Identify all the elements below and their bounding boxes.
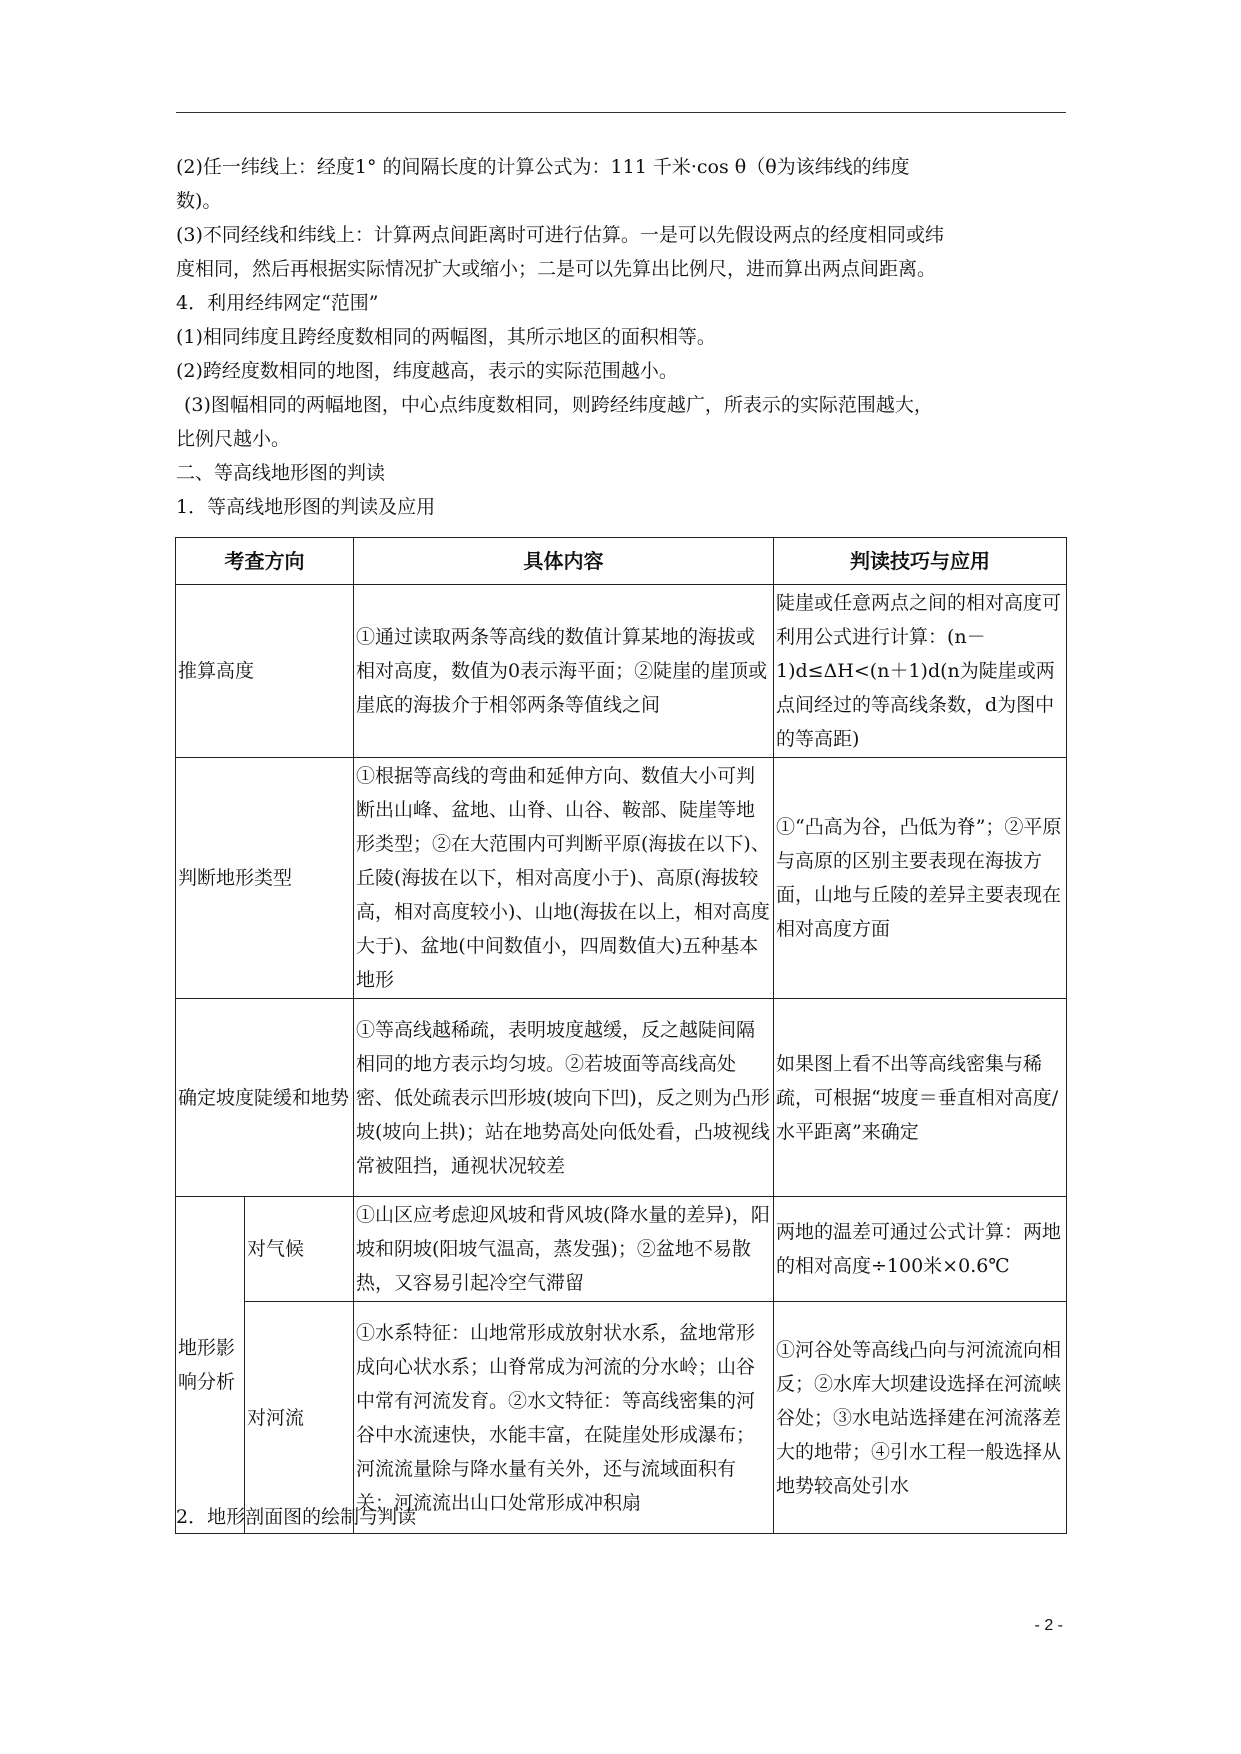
header-direction: 考查方向 — [176, 538, 354, 585]
table-row — [176, 758, 1067, 999]
table-row — [176, 999, 1067, 1197]
paragraph-r1: (1)相同纬度且跨经度数相同的两幅图，其所示地区的面积相等。 — [176, 326, 716, 348]
row-content: ①水系特征：山地常形成放射状水系，盆地常形成向心状水系；山脊常成为河流的分水岭；山谷中常有河流发育。②水文特征：等高线密集的河谷中水流速快，水能丰富，在陡崖处形成瀑布；河流流量除与降水量有关外，还与流域面积有关；河流流出山口处常形成冲积扇 — [354, 1302, 774, 1534]
paragraph-r3-line2: 比例尺越小。 — [176, 428, 291, 450]
table-row — [176, 1302, 1067, 1534]
paragraph-p2-line1: (2)任一纬线上：经度1° 的间隔长度的计算公式为：111 千米·cos θ（θ为该纬线的纬度 — [176, 156, 910, 178]
paragraph-r3-line1: (3)图幅相同的两幅地图，中心点纬度数相同，则跨经纬度越广，所表示的实际范围越大， — [184, 394, 933, 416]
row-content: ①根据等高线的弯曲和延伸方向、数值大小可判断出山峰、盆地、山脊、山谷、鞍部、陡崖等地形类型；②在大范围内可判断平原(海拔在以下)、丘陵(海拔在以下，相对高度小于)、高原(海拔较高，相对高度较小)、山地(海拔在以上，相对高度大于)、盆地(中间数值小，四周数值大)五种基本地形 — [354, 758, 774, 999]
header-rule — [176, 112, 1066, 113]
row-group-label: 地形影响分析 — [176, 1197, 245, 1534]
subheading-2: 2．地形剖面图的绘制与判读 — [176, 1506, 417, 1528]
section-heading-2: 二、等高线地形图的判读 — [176, 462, 386, 484]
table-header-row — [176, 538, 1067, 585]
text-block-top — [176, 150, 1066, 524]
header-tips: 判读技巧与应用 — [774, 538, 1067, 585]
row-content: ①山区应考虑迎风坡和背风坡(降水量的差异)，阳坡和阴坡(阳坡气温高，蒸发强)；②盆地不易散热，又容易引起冷空气滞留 — [354, 1197, 774, 1302]
page-number: - 2 - — [1034, 1617, 1063, 1634]
row-direction: 判断地形类型 — [176, 758, 354, 999]
row-tips: ①“凸高为谷，凸低为脊”；②平原与高原的区别主要表现在海拔方面，山地与丘陵的差异主要表现在相对高度方面 — [774, 758, 1067, 999]
row-content: ①通过读取两条等高线的数值计算某地的海拔或相对高度，数值为0表示海平面；②陡崖的崖顶或崖底的海拔介于相邻两条等值线之间 — [354, 585, 774, 758]
row-subdirection: 对河流 — [245, 1302, 354, 1534]
heading-4: 4．利用经纬网定“范围” — [176, 292, 379, 314]
row-content: ①等高线越稀疏，表明坡度越缓，反之越陡间隔相同的地方表示均匀坡。②若坡面等高线高处密、低处疏表示凹形坡(坡向下凹)，反之则为凸形坡(坡向上拱)；站在地势高处向低处看，凸坡视线常被阻挡，通视状况较差 — [354, 999, 774, 1197]
row-subdirection: 对气候 — [245, 1197, 354, 1302]
row-direction: 推算高度 — [176, 585, 354, 758]
topographic-map-table — [175, 537, 1067, 1534]
paragraph-p2-line2: 数)。 — [176, 190, 222, 212]
row-tips: 如果图上看不出等高线密集与稀疏，可根据“坡度＝垂直相对高度/水平距离”来确定 — [774, 999, 1067, 1197]
table-row — [176, 585, 1067, 758]
row-tips: 陡崖或任意两点之间的相对高度可利用公式进行计算：(n－1)d≤ΔH<(n＋1)d(n为陡崖或两点间经过的等高线条数，d为图中的等高距) — [774, 585, 1067, 758]
paragraph-r2: (2)跨经度数相同的地图，纬度越高，表示的实际范围越小。 — [176, 360, 678, 382]
paragraph-p3-line2: 度相同，然后再根据实际情况扩大或缩小；二是可以先算出比例尺，进而算出两点间距离。 — [176, 258, 937, 280]
row-tips: 两地的温差可通过公式计算：两地的相对高度÷100米×0.6℃ — [774, 1197, 1067, 1302]
subheading-1: 1．等高线地形图的判读及应用 — [176, 496, 436, 518]
paragraph-p3-line1: (3)不同经线和纬线上：计算两点间距离时可进行估算。一是可以先假设两点的经度相同或纬 — [176, 224, 944, 246]
row-direction: 确定坡度陡缓和地势 — [176, 999, 354, 1197]
row-tips: ①河谷处等高线凸向与河流流向相反；②水库大坝建设选择在河流峡谷处；③水电站选择建在河流落差大的地带；④引水工程一般选择从地势较高处引水 — [774, 1302, 1067, 1534]
header-content: 具体内容 — [354, 538, 774, 585]
table-row — [176, 1197, 1067, 1302]
